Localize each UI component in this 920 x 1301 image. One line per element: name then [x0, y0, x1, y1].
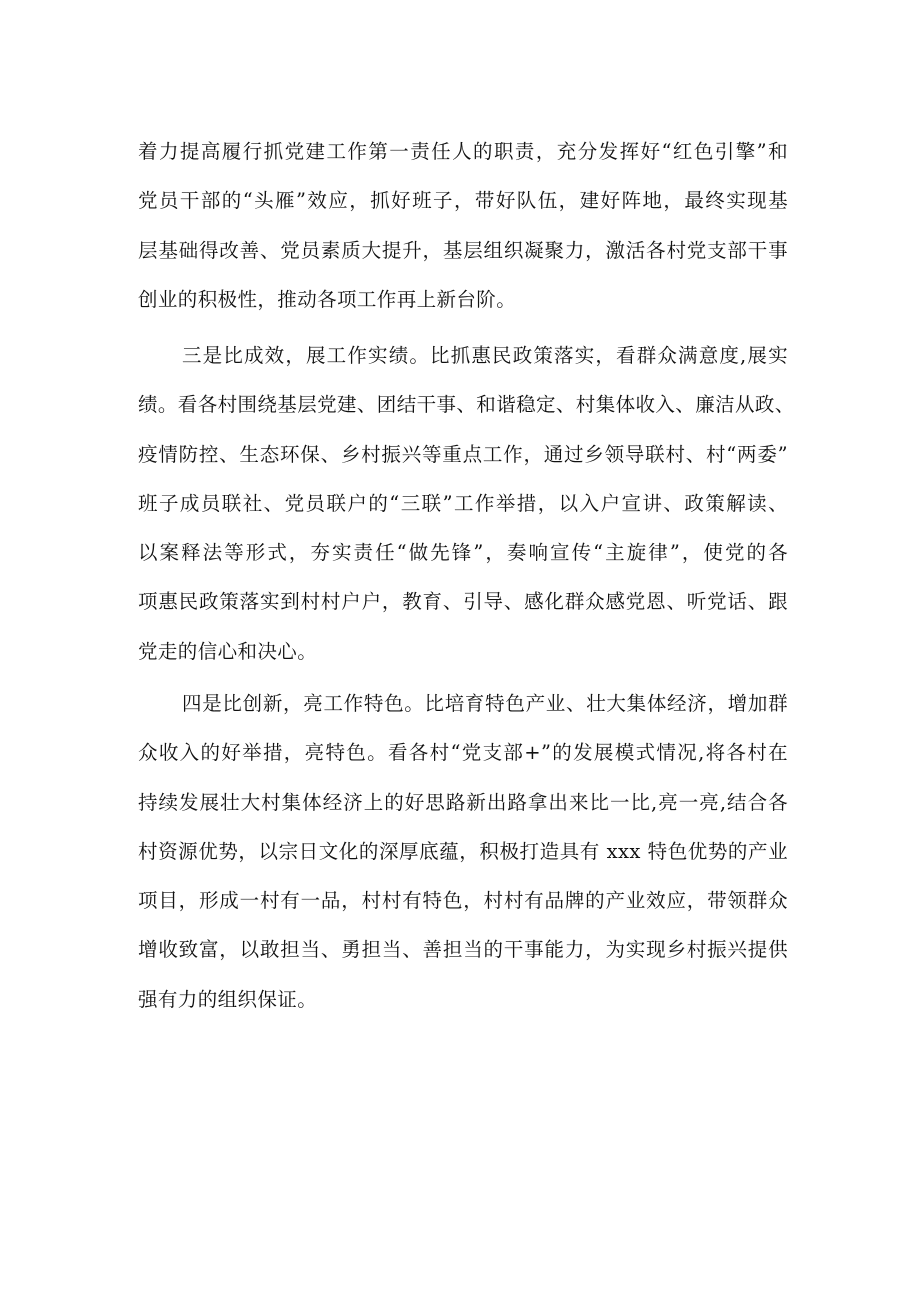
paragraph-line: 增收致富，以敢担当、勇担当、善担当的干事能力，为实现乡村振兴提供 — [138, 938, 788, 962]
paragraph-line: 绩。看各村围绕基层党建、团结干事、和谐稳定、村集体收入、廉洁从政、 — [138, 393, 795, 417]
paragraph-line: 众收入的好举措，亮特色。看各村“党支部+”的发展模式情况,将各村在 — [138, 741, 788, 765]
paragraph-line: 着力提高履行抓党建工作第一责任人的职责，充分发挥好“红色引擎”和 — [138, 140, 788, 163]
paragraph-line: 项惠民政策落实到村村户户，教育、引导、感化群众感党恩、听党话、跟 — [138, 590, 788, 614]
paragraph-party-building-responsibility — [138, 127, 788, 324]
paragraph-line: 党走的信心和决心。 — [138, 639, 318, 663]
paragraph-line: 持续发展壮大村集体经济上的好思路新出路拿出来比一比,亮一亮,结合各 — [138, 790, 788, 814]
paragraph-line: 村资源优势，以宗日文化的深厚底蕴，积极打造具有 xxx 特色优势的产业 — [138, 839, 788, 863]
paragraph-line: 层基础得改善、党员素质大提升，基层组织凝聚力，激活各村党支部干事 — [138, 238, 788, 262]
paragraph-line: 创业的积极性，推动各项工作再上新台阶。 — [138, 287, 517, 311]
paragraph-line: 疫情防控、生态环保、乡村振兴等重点工作，通过乡领导联村、村“两委” — [138, 442, 788, 466]
paragraph-line: 项目，形成一村有一品，村村有特色，村村有品牌的产业效应，带领群众 — [138, 889, 788, 913]
paragraph-line: 党员干部的“头雁”效应，抓好班子，带好队伍，建好阵地，最终实现基 — [138, 189, 788, 213]
paragraph-line: 强有力的组织保证。 — [138, 987, 318, 1011]
paragraph-line: 以案释法等形式，夯实责任“做先锋”，奏响宣传“主旋律”，使党的各 — [138, 541, 788, 565]
paragraph-compare-results — [138, 331, 795, 676]
paragraph-line: 三是比成效，展工作实绩。比抓惠民政策落实，看群众满意度,展实 — [182, 344, 788, 367]
paragraph-line: 四是比创新，亮工作特色。比培育特色产业、壮大集体经济，增加群 — [182, 692, 788, 715]
paragraph-line: 班子成员联社、党员联户的“三联”工作举措，以入户宣讲、政策解读、 — [138, 491, 788, 515]
paragraph-compare-innovation — [138, 679, 788, 1024]
